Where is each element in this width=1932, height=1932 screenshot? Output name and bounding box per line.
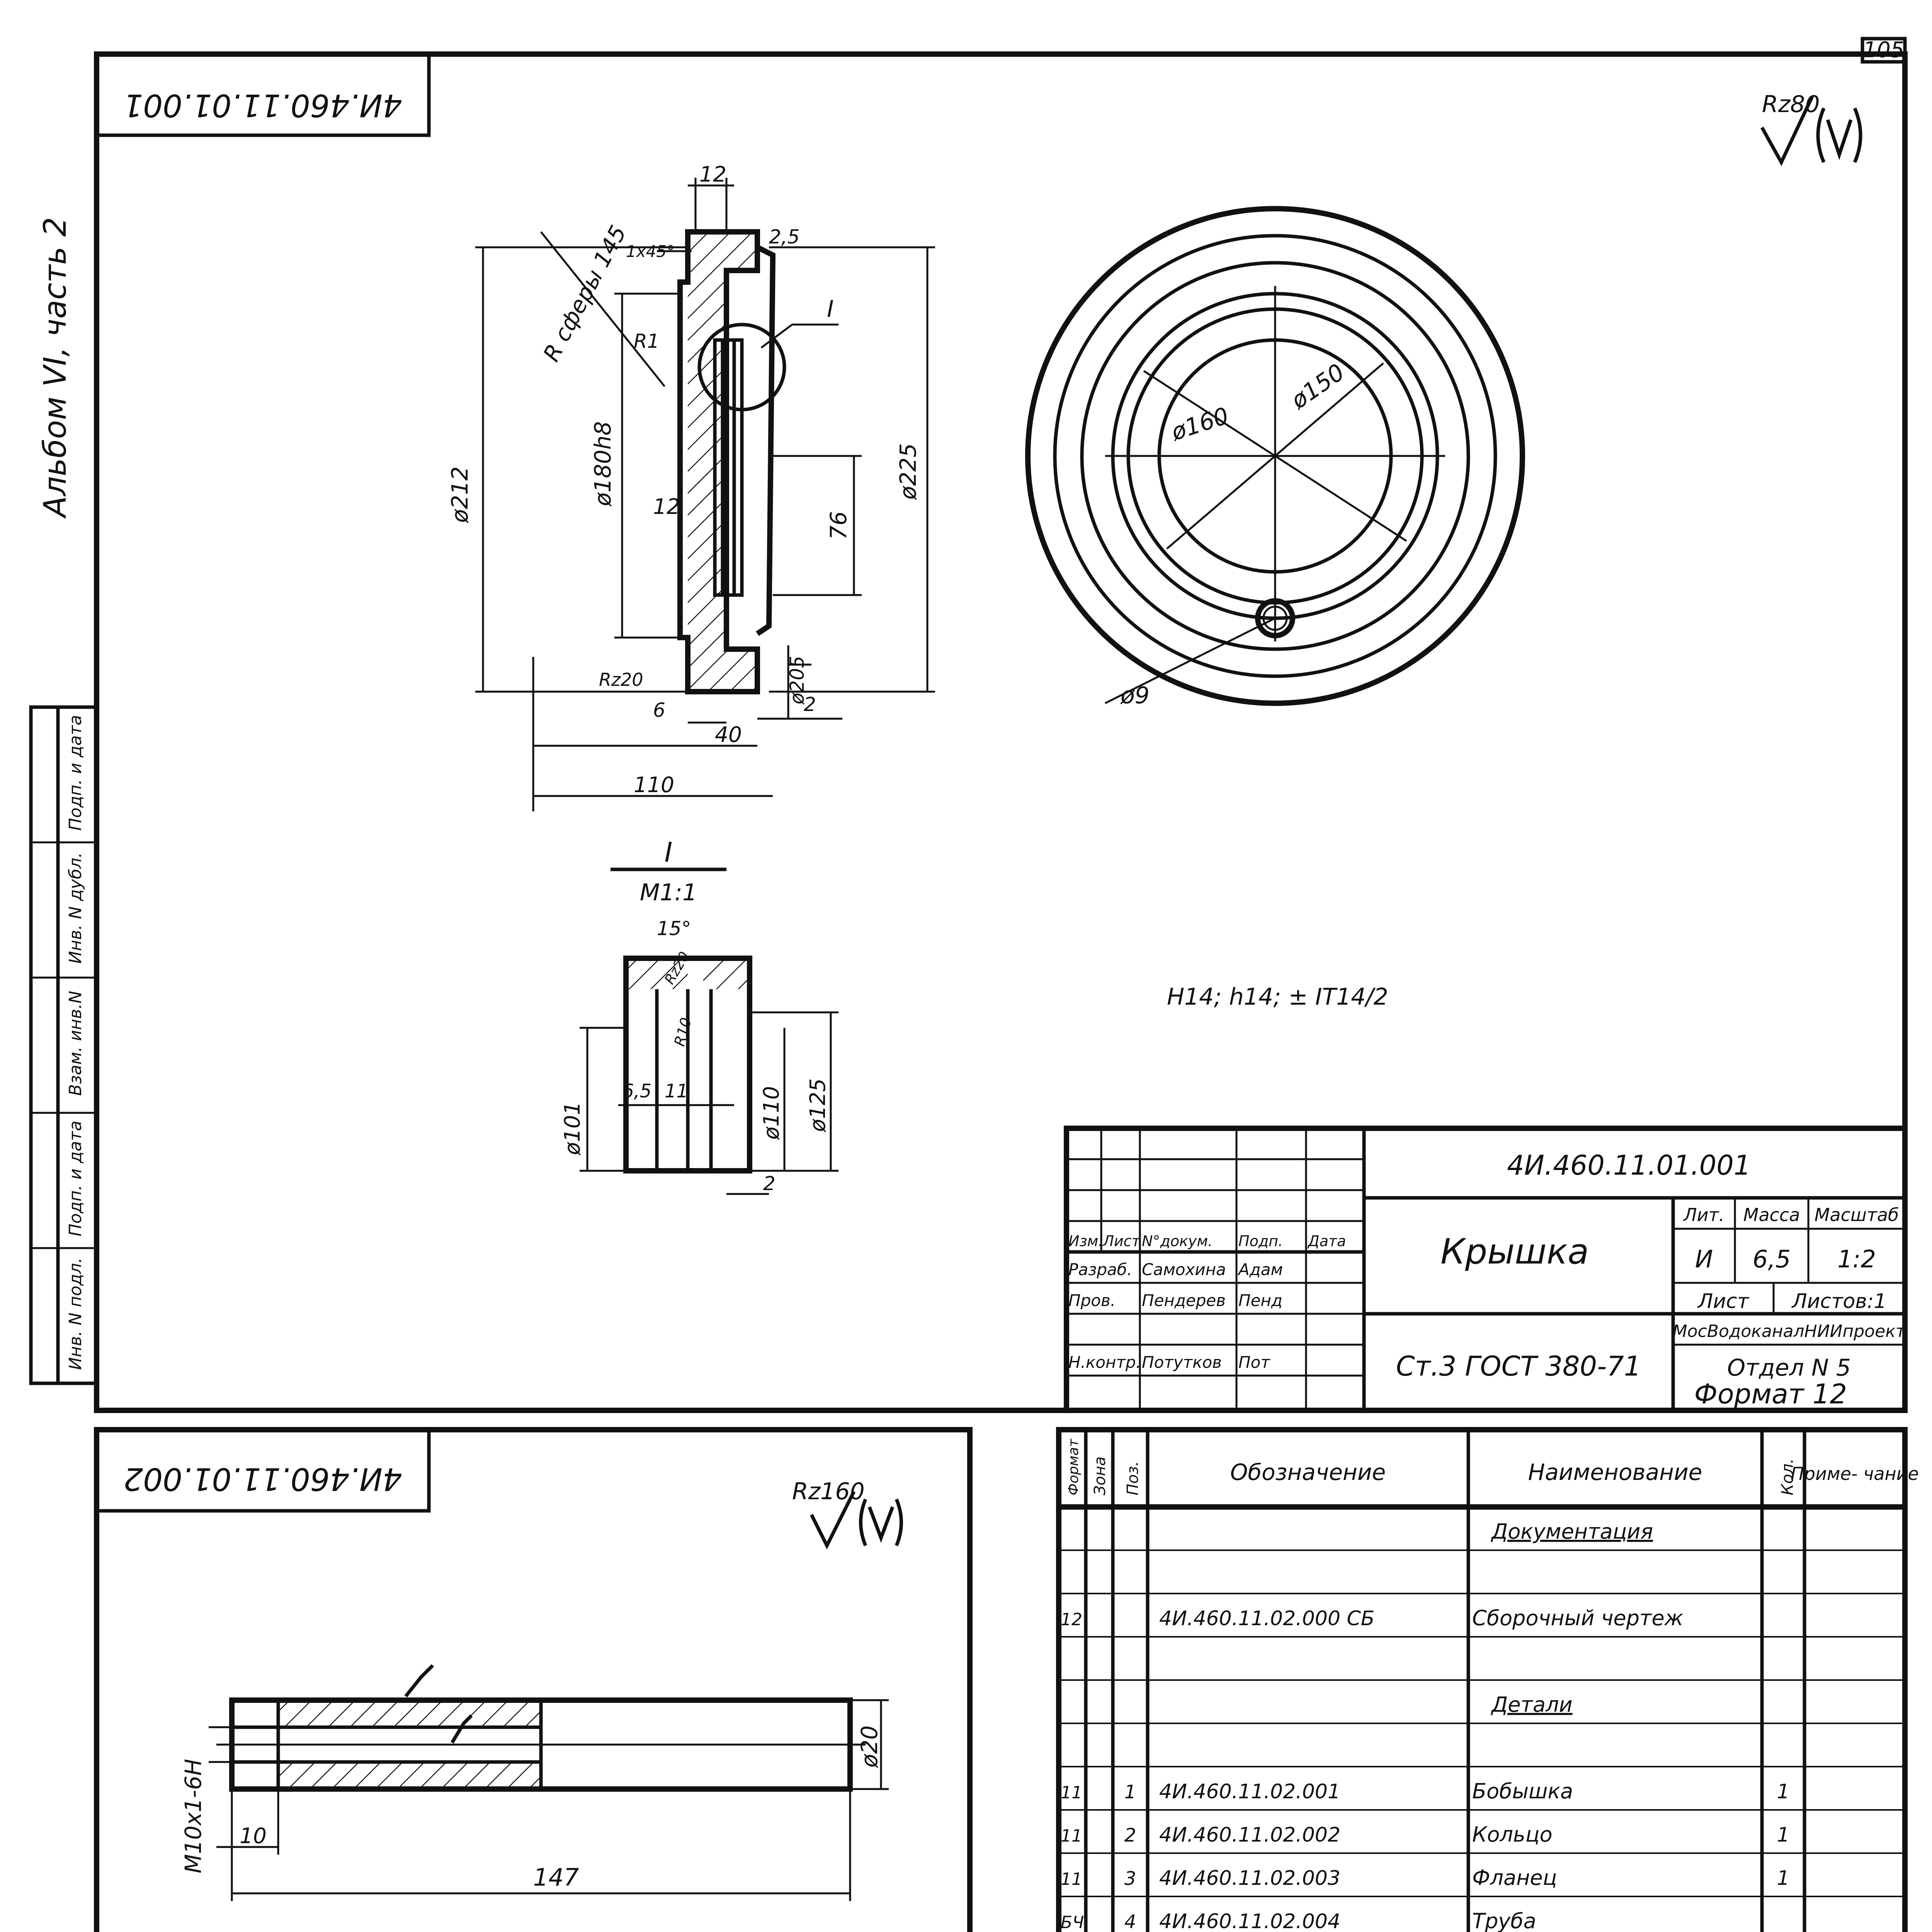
pipe-drawing bbox=[180, 1665, 889, 1901]
svg-text:12: 12 bbox=[653, 494, 680, 519]
svg-text:15°: 15° bbox=[657, 917, 691, 940]
svg-text:6,5: 6,5 bbox=[622, 1080, 652, 1102]
svg-text:Ст.3 ГОСТ 380-71: Ст.3 ГОСТ 380-71 bbox=[1396, 1350, 1641, 1382]
svg-text:Инв. N подл.: Инв. N подл. bbox=[66, 1257, 85, 1370]
svg-text:ø180h8: ø180h8 bbox=[590, 421, 616, 506]
title-block-1 bbox=[1066, 1128, 1906, 1410]
svg-text:12: 12 bbox=[699, 162, 726, 187]
detail-i bbox=[560, 837, 838, 1195]
svg-text:R10: R10 bbox=[671, 1015, 695, 1048]
svg-text:Rz80: Rz80 bbox=[1762, 91, 1820, 118]
svg-text:11: 11 bbox=[665, 1080, 689, 1102]
spec-pos: 3 bbox=[1124, 1868, 1136, 1889]
spec-name: Кольцо bbox=[1472, 1822, 1553, 1847]
spec-designation: 4И.460.11.02.004 bbox=[1159, 1910, 1340, 1932]
svg-text:110: 110 bbox=[634, 772, 674, 797]
spec-designation: 4И.460.11.02.003 bbox=[1159, 1867, 1340, 1890]
spec-name: Документация bbox=[1492, 1519, 1653, 1544]
cover-section-view bbox=[447, 162, 935, 811]
svg-text:Крышка: Крышка bbox=[1440, 1231, 1589, 1272]
album-note: Альбом VI, часть 2 bbox=[37, 217, 73, 517]
svg-text:M10x1-6H: M10x1-6H bbox=[180, 1759, 206, 1874]
spec-row bbox=[1061, 1866, 1790, 1890]
roughness-mark-1 bbox=[1762, 91, 1861, 162]
spec-row bbox=[1491, 1519, 1653, 1544]
svg-text:Взам. инв.N: Взам. инв.N bbox=[66, 991, 85, 1096]
spec-format: БЧ bbox=[1061, 1913, 1084, 1932]
svg-text:76: 76 bbox=[825, 511, 852, 540]
spec-format: 12 bbox=[1061, 1610, 1082, 1629]
svg-text:Подп. и дата: Подп. и дата bbox=[66, 1121, 85, 1236]
svg-text:Лит.: Лит. bbox=[1684, 1204, 1725, 1225]
svg-text:6,5: 6,5 bbox=[1752, 1245, 1791, 1273]
svg-text:ø205: ø205 bbox=[786, 655, 808, 705]
spec-designation: 4И.460.11.02.001 bbox=[1159, 1780, 1340, 1803]
spec-name: Сборочный чертеж bbox=[1472, 1606, 1684, 1630]
svg-text:Подп.: Подп. bbox=[1238, 1233, 1283, 1250]
svg-text:4И.460.11.01.001: 4И.460.11.01.001 bbox=[1507, 1150, 1751, 1181]
svg-text:Формат: Формат bbox=[1066, 1439, 1082, 1495]
svg-text:Адам: Адам bbox=[1238, 1260, 1283, 1279]
svg-text:Листов:1: Листов:1 bbox=[1792, 1290, 1887, 1313]
svg-text:2: 2 bbox=[804, 693, 816, 716]
svg-text:ø150: ø150 bbox=[1286, 359, 1350, 415]
svg-text:Rz20: Rz20 bbox=[662, 949, 693, 987]
svg-text:2,5: 2,5 bbox=[769, 226, 800, 248]
svg-text:2: 2 bbox=[763, 1172, 776, 1195]
svg-text:1x45°: 1x45° bbox=[626, 242, 675, 261]
svg-text:Разраб.: Разраб. bbox=[1068, 1260, 1133, 1279]
svg-text:Н.контр.: Н.контр. bbox=[1068, 1353, 1141, 1372]
svg-text:4И.460.11.01.001: 4И.460.11.01.001 bbox=[123, 87, 402, 123]
svg-text:Самохина: Самохина bbox=[1142, 1260, 1226, 1279]
svg-text:Потутков: Потутков bbox=[1142, 1353, 1222, 1372]
spec-name: Фланец bbox=[1472, 1866, 1557, 1890]
svg-text:М1:1: М1:1 bbox=[639, 879, 697, 906]
svg-text:147: 147 bbox=[533, 1863, 579, 1891]
svg-text:Зона: Зона bbox=[1091, 1456, 1109, 1495]
spec-format: 11 bbox=[1061, 1869, 1082, 1889]
svg-text:ø101: ø101 bbox=[560, 1101, 585, 1155]
spec-name: Детали bbox=[1492, 1692, 1573, 1717]
svg-text:4И.460.11.01.002: 4И.460.11.01.002 bbox=[123, 1461, 402, 1497]
top-frame bbox=[97, 54, 1905, 1410]
svg-text:R1: R1 bbox=[634, 330, 660, 352]
svg-text:Пендерев: Пендерев bbox=[1142, 1291, 1226, 1310]
svg-text:R сферы 145: R сферы 145 bbox=[538, 221, 632, 366]
svg-text:I: I bbox=[664, 837, 673, 868]
rotated-code-1 bbox=[97, 54, 429, 135]
svg-text:Пот: Пот bbox=[1238, 1353, 1270, 1372]
svg-text:И: И bbox=[1695, 1245, 1713, 1273]
spec-qty: 1 bbox=[1777, 1780, 1790, 1803]
svg-text:Пенд: Пенд bbox=[1238, 1291, 1282, 1310]
svg-text:1:2: 1:2 bbox=[1837, 1245, 1876, 1273]
spec-row bbox=[1061, 1779, 1790, 1803]
spec-designation: 4И.460.11.02.000 СБ bbox=[1159, 1607, 1375, 1630]
spec-qty: 1 bbox=[1777, 1823, 1790, 1847]
spec-name: Труба bbox=[1472, 1909, 1536, 1932]
spec-rows bbox=[1059, 1519, 1905, 1932]
svg-text:Подп. и дата: Подп. и дата bbox=[66, 715, 85, 831]
svg-text:Приме- чание: Приме- чание bbox=[1791, 1463, 1919, 1484]
svg-text:Rz20: Rz20 bbox=[599, 669, 643, 690]
svg-text:Пров.: Пров. bbox=[1068, 1291, 1116, 1310]
svg-text:ø212: ø212 bbox=[447, 466, 473, 523]
svg-text:Изм.Лист: Изм.Лист bbox=[1068, 1233, 1140, 1250]
svg-text:40: 40 bbox=[715, 722, 742, 747]
sheet-top bbox=[97, 37, 1905, 1410]
svg-text:Лист: Лист bbox=[1698, 1290, 1749, 1313]
format-label-1: Формат 12 bbox=[1694, 1378, 1847, 1410]
cover-plan-view bbox=[1028, 209, 1522, 709]
sheet-bottom-left bbox=[97, 1430, 970, 1932]
tolerance-note-1: H14; h14; ± IT14/2 bbox=[1167, 983, 1388, 1010]
svg-text:10: 10 bbox=[240, 1823, 267, 1848]
svg-text:Поз.: Поз. bbox=[1124, 1461, 1142, 1495]
spec-row bbox=[1491, 1692, 1573, 1717]
svg-text:Наименование: Наименование bbox=[1528, 1459, 1702, 1485]
svg-text:Масса: Масса bbox=[1743, 1204, 1800, 1225]
spec-row bbox=[1061, 1909, 1536, 1932]
spec-pos: 4 bbox=[1124, 1911, 1136, 1932]
spec-designation: 4И.460.11.02.002 bbox=[1159, 1823, 1340, 1847]
spec-name: Бобышка bbox=[1472, 1779, 1573, 1803]
svg-text:Rz160: Rz160 bbox=[792, 1478, 865, 1505]
spec-row bbox=[1061, 1606, 1684, 1630]
svg-text:Кол.: Кол. bbox=[1778, 1458, 1797, 1495]
svg-text:I: I bbox=[827, 296, 834, 323]
svg-text:МосВодоканалНИИпроект: МосВодоканалНИИпроект bbox=[1672, 1321, 1906, 1341]
svg-text:ø225: ø225 bbox=[895, 443, 921, 500]
svg-text:ø9: ø9 bbox=[1121, 682, 1150, 709]
spec-pos: 1 bbox=[1124, 1781, 1136, 1803]
svg-text:Дата: Дата bbox=[1308, 1233, 1346, 1250]
spec-pos: 2 bbox=[1124, 1825, 1136, 1846]
spec-qty: 1 bbox=[1777, 1867, 1790, 1890]
svg-text:Инв. N дубл.: Инв. N дубл. bbox=[66, 852, 85, 964]
spec-row bbox=[1061, 1822, 1790, 1847]
svg-text:ø125: ø125 bbox=[805, 1078, 830, 1132]
svg-text:N°докум.: N°докум. bbox=[1142, 1233, 1213, 1250]
svg-text:ø110: ø110 bbox=[759, 1086, 784, 1140]
page-number: 105 bbox=[1863, 37, 1905, 63]
svg-text:6: 6 bbox=[653, 699, 665, 721]
side-stamp-top bbox=[31, 707, 97, 1383]
spec-format: 11 bbox=[1061, 1783, 1082, 1803]
svg-text:ø20: ø20 bbox=[856, 1725, 883, 1768]
svg-text:Отдел N 5: Отдел N 5 bbox=[1727, 1354, 1851, 1381]
spec-format: 11 bbox=[1061, 1826, 1082, 1846]
svg-text:Обозначение: Обозначение bbox=[1230, 1459, 1386, 1485]
svg-text:ø160: ø160 bbox=[1168, 402, 1232, 446]
svg-text:Масштаб: Масштаб bbox=[1814, 1204, 1899, 1225]
